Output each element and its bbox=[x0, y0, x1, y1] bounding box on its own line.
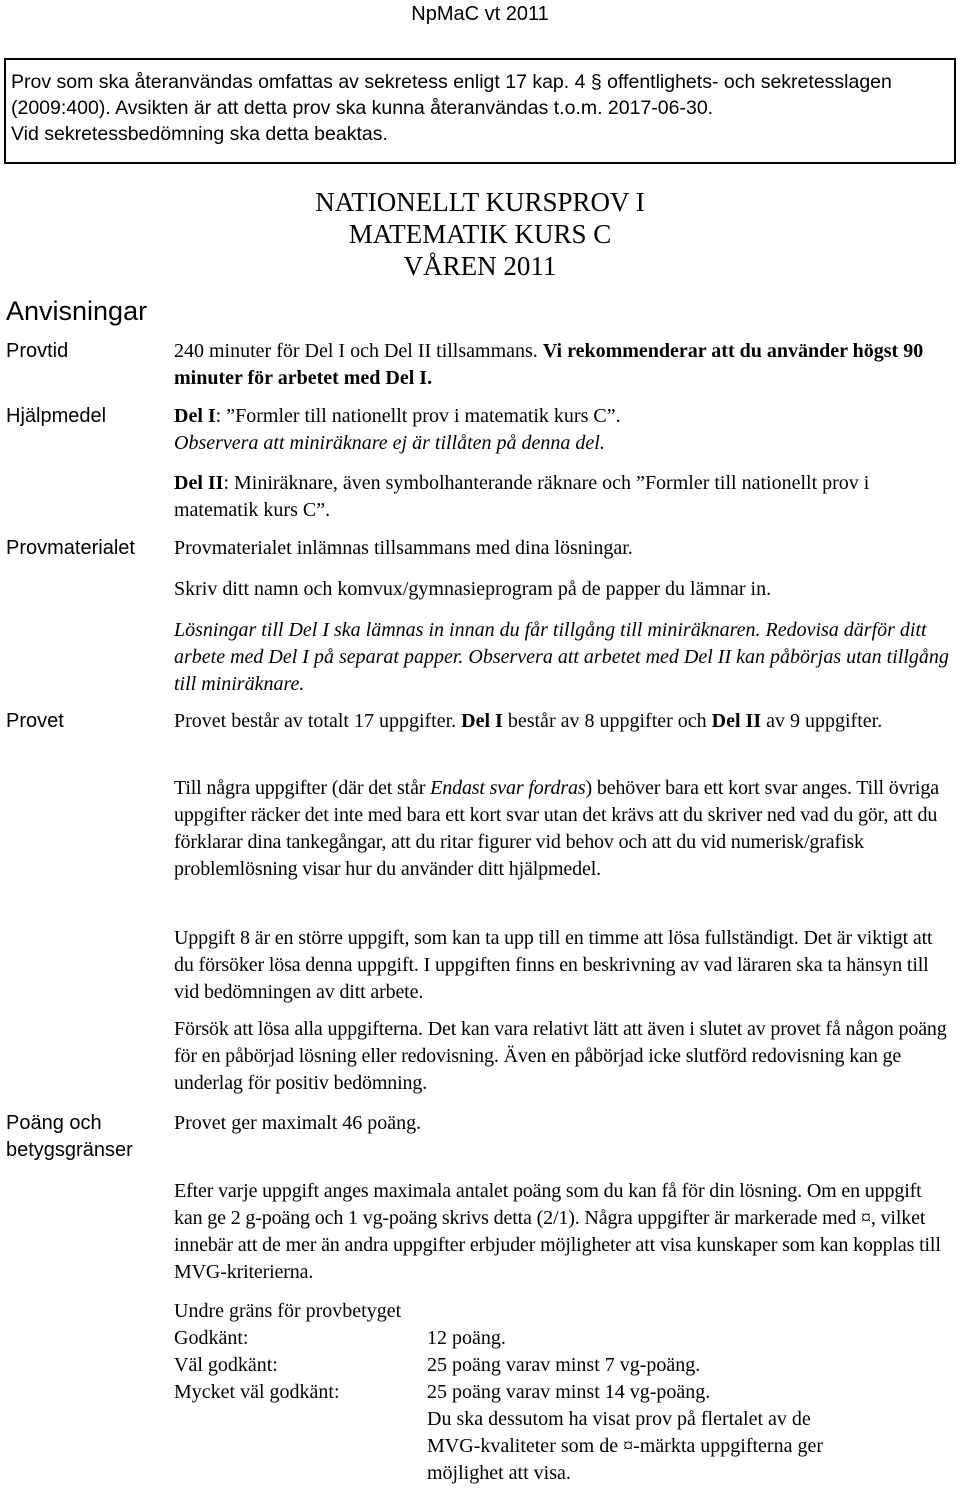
provet-p4: Försök att lösa alla uppgifterna. Det kan vara relativt lätt att även i slutet av provet få någon poäng för en påbörjad lösning eller redovisning. Även en påbörjad icke slutförd redovisning kan ge underlag för positiv bedömning. bbox=[174, 1018, 947, 1094]
del2-label: Del II bbox=[174, 472, 224, 494]
hjalpmedel-del2-block bbox=[174, 470, 954, 524]
notice-line: (2009:400). Avsikten är att detta prov ska kunna återanvändas t.o.m. 2017-06-30. bbox=[11, 97, 714, 119]
confidentiality-notice bbox=[4, 58, 956, 164]
label-provmaterialet: Provmaterialet bbox=[6, 537, 135, 559]
provet-p1c: består av 8 uppgifter och bbox=[502, 710, 712, 732]
del1-note: Observera att miniräknare ej är tillåten på denna del. bbox=[174, 432, 605, 454]
label-provet: Provet bbox=[6, 710, 64, 732]
provtid-text: 240 minuter för Del I och Del II tillsammans. bbox=[174, 340, 543, 362]
grade-limits bbox=[174, 1298, 954, 1488]
provtid-block bbox=[174, 338, 954, 392]
limit-extra: Du ska dessutom ha visat prov på flertalet av de bbox=[427, 1408, 811, 1430]
provet-del1: Del I bbox=[461, 710, 503, 732]
poang-p2 bbox=[174, 1178, 954, 1286]
provmaterialet-p3: Lösningar till Del I ska lämnas in innan du får tillgång till miniräknaren. Redovisa därför ditt arbete med Del I på separat papper. Observera att arbetet med Del II kan påbörjas utan tillgång till miniräknare. bbox=[174, 619, 949, 695]
provet-p1 bbox=[174, 708, 954, 735]
poang-p1: Provet ger maximalt 46 poäng. bbox=[174, 1112, 422, 1134]
mvg-symbol-icon: ¤ bbox=[861, 1207, 871, 1229]
provet-p3: Uppgift 8 är en större uppgift, som kan ta upp till en timme att lösa fullständigt. Det är viktigt att du försöker lösa denna uppgift. I uppgiften finns en beskrivning av vad läraren ska ta hänsyn till vid bedömningen av ditt arbete. bbox=[174, 927, 933, 1003]
anvisningar-heading: Anvisningar bbox=[6, 296, 148, 326]
limit-grade: Väl godkänt: bbox=[174, 1354, 278, 1376]
limit-value: 12 poäng. bbox=[427, 1327, 506, 1349]
limit-grade: Mycket väl godkänt: bbox=[174, 1381, 340, 1403]
provmaterialet-p1: Provmaterialet inlämnas tillsammans med dina lösningar. bbox=[174, 537, 633, 559]
limit-extra: möjlighet att visa. bbox=[427, 1462, 571, 1484]
hjalpmedel-block bbox=[174, 403, 954, 457]
title-line: MATEMATIK KURS C bbox=[348, 219, 612, 249]
provet-p1a: Provet består av totalt 17 uppgifter. bbox=[174, 710, 462, 732]
title-line: NATIONELLT KURSPROV I bbox=[315, 187, 645, 217]
label-provtid: Provtid bbox=[6, 340, 69, 362]
title-line: VÅREN 2011 bbox=[403, 251, 557, 281]
provet-del2: Del II bbox=[711, 710, 762, 732]
label-poang-line1: Poäng och bbox=[6, 1112, 102, 1134]
provmaterialet-p2: Skriv ditt namn och komvux/gymnasieprogram på de papper du lämnar in. bbox=[174, 578, 772, 600]
label-poang-line2: betygsgränser bbox=[6, 1139, 133, 1161]
poang-p2a: Efter varje uppgift anges maximala antalet poäng som du kan få för din lösning. Om en uppgift kan ge 2 g-poäng och 1 vg-poäng skrivs detta (2/1). Några uppgifter är markerade med bbox=[174, 1180, 922, 1229]
exam-title bbox=[180, 186, 780, 282]
label-hjalpmedel: Hjälpmedel bbox=[6, 405, 107, 427]
provet-p2 bbox=[174, 775, 954, 883]
provet-p2a: Till några uppgifter (där det står bbox=[174, 777, 431, 799]
page-header: NpMaC vt 2011 bbox=[411, 3, 549, 25]
notice-line: Vid sekretessbedömning ska detta beaktas. bbox=[11, 123, 388, 145]
del1-text: : ”Formler till nationellt prov i matematik kurs C”. bbox=[215, 405, 621, 427]
poang-p2b: , vilket innebär att de mer än andra uppgifter erbjuder möjligheter att visa kunskaper som kan kopplas till MVG-kriterierna. bbox=[174, 1207, 941, 1283]
limit-extra bbox=[427, 1433, 823, 1460]
limits-heading: Undre gräns för provbetyget bbox=[174, 1300, 402, 1322]
limit-extra-a: MVG-kvaliteter som de bbox=[427, 1435, 624, 1457]
limit-value: 25 poäng varav minst 14 vg-poäng. bbox=[427, 1381, 711, 1403]
limit-grade: Godkänt: bbox=[174, 1327, 249, 1349]
provtid-recommendation: Vi rekommenderar att du använder högst 90 minuter för arbetet med Del I. bbox=[174, 340, 924, 389]
notice-line: Prov som ska återanvändas omfattas av sekretess enligt 17 kap. 4 § offentlighets- och sekretesslagen bbox=[11, 71, 892, 93]
provet-p1e: av 9 uppgifter. bbox=[761, 710, 883, 732]
del2-text: : Miniräknare, även symbolhanterande räknare och ”Formler till nationellt prov i matematik kurs C”. bbox=[174, 472, 870, 521]
provet-p2c: ) behöver bara ett kort svar anges. Till övriga uppgifter räcker det inte med bara ett kort svar utan det krävs att du skriver ned vad du gör, att du förklarar dina tankegångar, att du ritar figurer vid behov och att du vid numerisk/grafisk problemlösning visar hur du använder ditt hjälpmedel. bbox=[174, 777, 939, 880]
del1-label: Del I bbox=[174, 405, 216, 427]
label-poang bbox=[6, 1110, 133, 1164]
mvg-symbol-icon: ¤ bbox=[623, 1435, 634, 1457]
limit-extra-b: -märkta uppgifterna ger bbox=[633, 1435, 823, 1457]
limit-value: 25 poäng varav minst 7 vg-poäng. bbox=[427, 1354, 701, 1376]
provet-p2-italic: Endast svar fordras bbox=[430, 777, 586, 799]
